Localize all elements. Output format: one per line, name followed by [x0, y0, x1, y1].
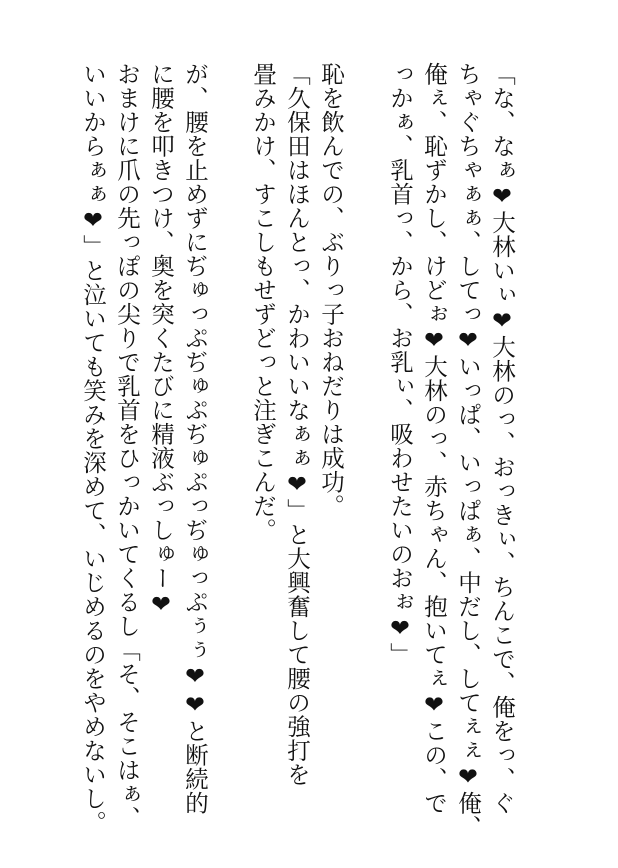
text-line: おまけに爪の先っぽの尖りで乳首をひっかいてくるし「そ、そこはぁ、 [113, 62, 141, 830]
text-line: 恥を飲んでの、ぶりっ子おねだりは成功。 [317, 62, 345, 518]
text-line: ちゃぐちゃぁぁ、してっ❤いっぱ、いっぱぁ、中だし、してぇぇ❤俺、 [454, 62, 482, 839]
text-line: っかぁ、乳首っ、から、お乳ぃ、吸わせたいのおぉ❤」 [386, 62, 414, 667]
text-line: 「久保田はほんとっ、かわいいなぁぁ❤」と大興奮して腰の強打を [283, 62, 311, 787]
text-line: 俺ぇ、恥ずかし、けどぉ❤大林のっ、赤ちゃん、抱いてぇ❤この、で [420, 62, 448, 815]
text-line: に腰を叩きつけ、奥を突くたびに精液ぶっしゅー❤ [147, 62, 175, 619]
text-line: が、腰を止めずにぢゅっぷぢゅぷぢゅぷっぢゅっぷぅぅ❤❤と断続的 [181, 62, 209, 815]
text-line: いいからぁぁ❤」と泣いても笑みを深めて、いじめるのをやめないし。 [79, 62, 107, 835]
text-line: 「な、なぁ❤大林いぃ❤大林のっ、おっきぃ、ちんこで、俺をっ、ぐ [488, 62, 516, 815]
text-line: 畳みかけ、すこしもせずどっと注ぎこんだ。 [249, 62, 277, 542]
